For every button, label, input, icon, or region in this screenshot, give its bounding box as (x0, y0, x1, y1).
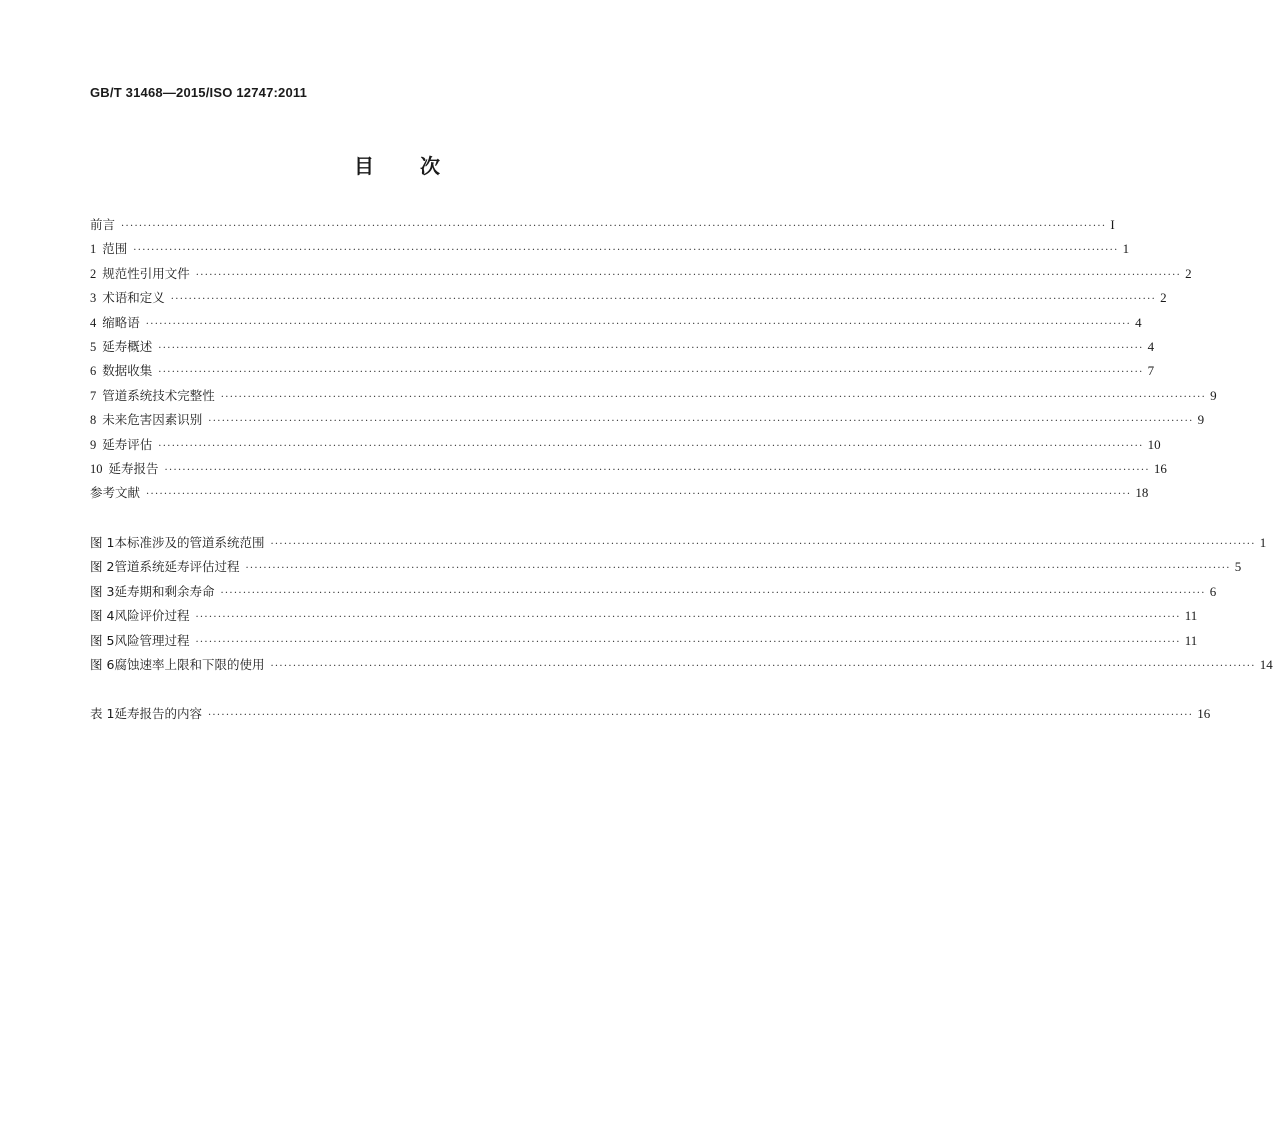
page-number: 7 (1147, 363, 1155, 379)
page-title: 目次 (354, 154, 486, 178)
entry-label: 风险管理过程 (114, 632, 190, 648)
entry-number: 5 (90, 339, 97, 354)
page-number: I (1110, 217, 1115, 232)
entry-number: 图 3 (90, 583, 115, 599)
entry-number: 10 (90, 461, 103, 476)
figure-entry[interactable] (90, 582, 1217, 606)
dot-leader: ···························································································································································································································· (270, 539, 1256, 550)
entry-number: 1 (90, 242, 97, 257)
dot-leader: ···························································································································································································································· (146, 489, 1132, 501)
page-number: 1 (1259, 535, 1267, 550)
page-number: 5 (1234, 559, 1242, 575)
entry-label: 范围 (102, 241, 128, 257)
page-number: 14 (1259, 656, 1273, 672)
page-number: 16 (1153, 460, 1167, 476)
toc-entry[interactable] (90, 239, 1130, 263)
entry-number: 图 6 (90, 656, 115, 672)
entry-number: 图 5 (90, 632, 115, 648)
entry-label: 管道系统技术完整性 (102, 387, 215, 403)
page-number: 18 (1135, 485, 1149, 501)
entry-number: 图 1 (90, 535, 115, 550)
entry-number: 表 1 (90, 706, 115, 721)
dot-leader: ···························································································································································································································· (195, 612, 1181, 624)
entry-label: 未来危害因素识别 (102, 412, 203, 428)
page-number: 6 (1209, 583, 1217, 599)
dot-leader: ···························································································································································································································· (220, 587, 1206, 599)
toc-entry[interactable] (90, 313, 1142, 337)
toc-figures (90, 533, 1273, 679)
dot-leader: ···························································································································································································································· (207, 710, 1194, 721)
page-number: 9 (1210, 387, 1217, 403)
entry-number: 2 (90, 266, 97, 281)
page-number: 2 (1185, 265, 1192, 281)
dot-leader: ···························································································································································································································· (133, 245, 1119, 257)
page-number: 16 (1197, 706, 1211, 721)
toc-entry[interactable] (90, 386, 1217, 410)
toc-entry[interactable] (90, 459, 1167, 483)
figure-entry[interactable] (90, 533, 1267, 557)
toc-entry[interactable] (90, 483, 1149, 507)
entry-label: 数据收集 (102, 363, 153, 379)
entry-label: 风险评价过程 (114, 608, 190, 624)
entry-label: 参考文献 (90, 485, 141, 501)
standard-code: GB/T 31468—2015/ISO 12747:2011 (90, 85, 308, 100)
dot-leader: ···························································································································································································································· (195, 269, 1182, 281)
entry-label: 规范性引用文件 (102, 265, 190, 281)
entry-label: 本标准涉及的管道系统范围 (114, 535, 265, 550)
toc-entry[interactable] (90, 288, 1167, 312)
dot-leader: ···························································································································································································································· (121, 221, 1107, 232)
dot-leader: ···························································································································································································································· (145, 318, 1132, 330)
page-number: 2 (1160, 290, 1167, 306)
entry-label: 延寿期和剩余寿命 (114, 583, 215, 599)
page-number: 9 (1197, 412, 1205, 428)
entry-label: 术语和定义 (102, 290, 165, 306)
dot-leader: ···························································································································································································································· (195, 636, 1181, 648)
entry-number: 9 (90, 437, 97, 452)
dot-leader: ···························································································································································································································· (164, 464, 1150, 476)
entry-label: 延寿报告 (108, 460, 159, 476)
dot-leader: ···························································································································································································································· (208, 416, 1194, 428)
entry-label: 延寿概述 (102, 338, 153, 354)
dot-leader: ···························································································································································································································· (158, 440, 1144, 452)
dot-leader: ···························································································································································································································· (220, 391, 1207, 403)
entry-number: 7 (90, 388, 97, 403)
page-number: 11 (1184, 608, 1198, 624)
toc-entry[interactable] (90, 264, 1192, 288)
figure-entry[interactable] (90, 557, 1242, 581)
entry-number: 图 4 (90, 608, 115, 624)
figure-entry[interactable] (90, 606, 1198, 630)
entry-label: 管道系统延寿评估过程 (114, 559, 240, 575)
entry-label: 延寿评估 (102, 436, 153, 452)
figure-entry[interactable] (90, 631, 1198, 655)
entry-number: 8 (90, 413, 97, 428)
toc-entry[interactable] (90, 435, 1161, 459)
toc-tables (90, 704, 1211, 728)
page-number: 11 (1184, 632, 1198, 648)
dot-leader: ···························································································································································································································· (270, 660, 1256, 672)
entry-label: 前言 (90, 217, 116, 232)
page-number: 4 (1147, 338, 1155, 354)
toc-entry[interactable] (90, 215, 1115, 239)
toc-entry[interactable] (90, 361, 1155, 385)
page-number: 1 (1122, 241, 1130, 257)
entry-label: 延寿报告的内容 (114, 706, 202, 721)
entry-number: 6 (90, 364, 97, 379)
table-entry[interactable] (90, 704, 1211, 728)
dot-leader: ···························································································································································································································· (158, 342, 1144, 354)
entry-label: 腐蚀速率上限和下限的使用 (114, 656, 265, 672)
entry-number: 3 (90, 291, 97, 306)
entry-number: 图 2 (90, 559, 115, 575)
dot-leader: ···························································································································································································································· (245, 563, 1231, 575)
page-number: 10 (1147, 436, 1161, 452)
toc-entry[interactable] (90, 337, 1155, 361)
dot-leader: ···························································································································································································································· (170, 294, 1157, 306)
page-number: 4 (1135, 314, 1142, 330)
toc-sections (90, 215, 1217, 508)
entry-number: 4 (90, 315, 97, 330)
entry-label: 缩略语 (102, 314, 140, 330)
figure-entry[interactable] (90, 655, 1273, 679)
toc-entry[interactable] (90, 410, 1205, 434)
dot-leader: ···························································································································································································································· (158, 367, 1144, 379)
